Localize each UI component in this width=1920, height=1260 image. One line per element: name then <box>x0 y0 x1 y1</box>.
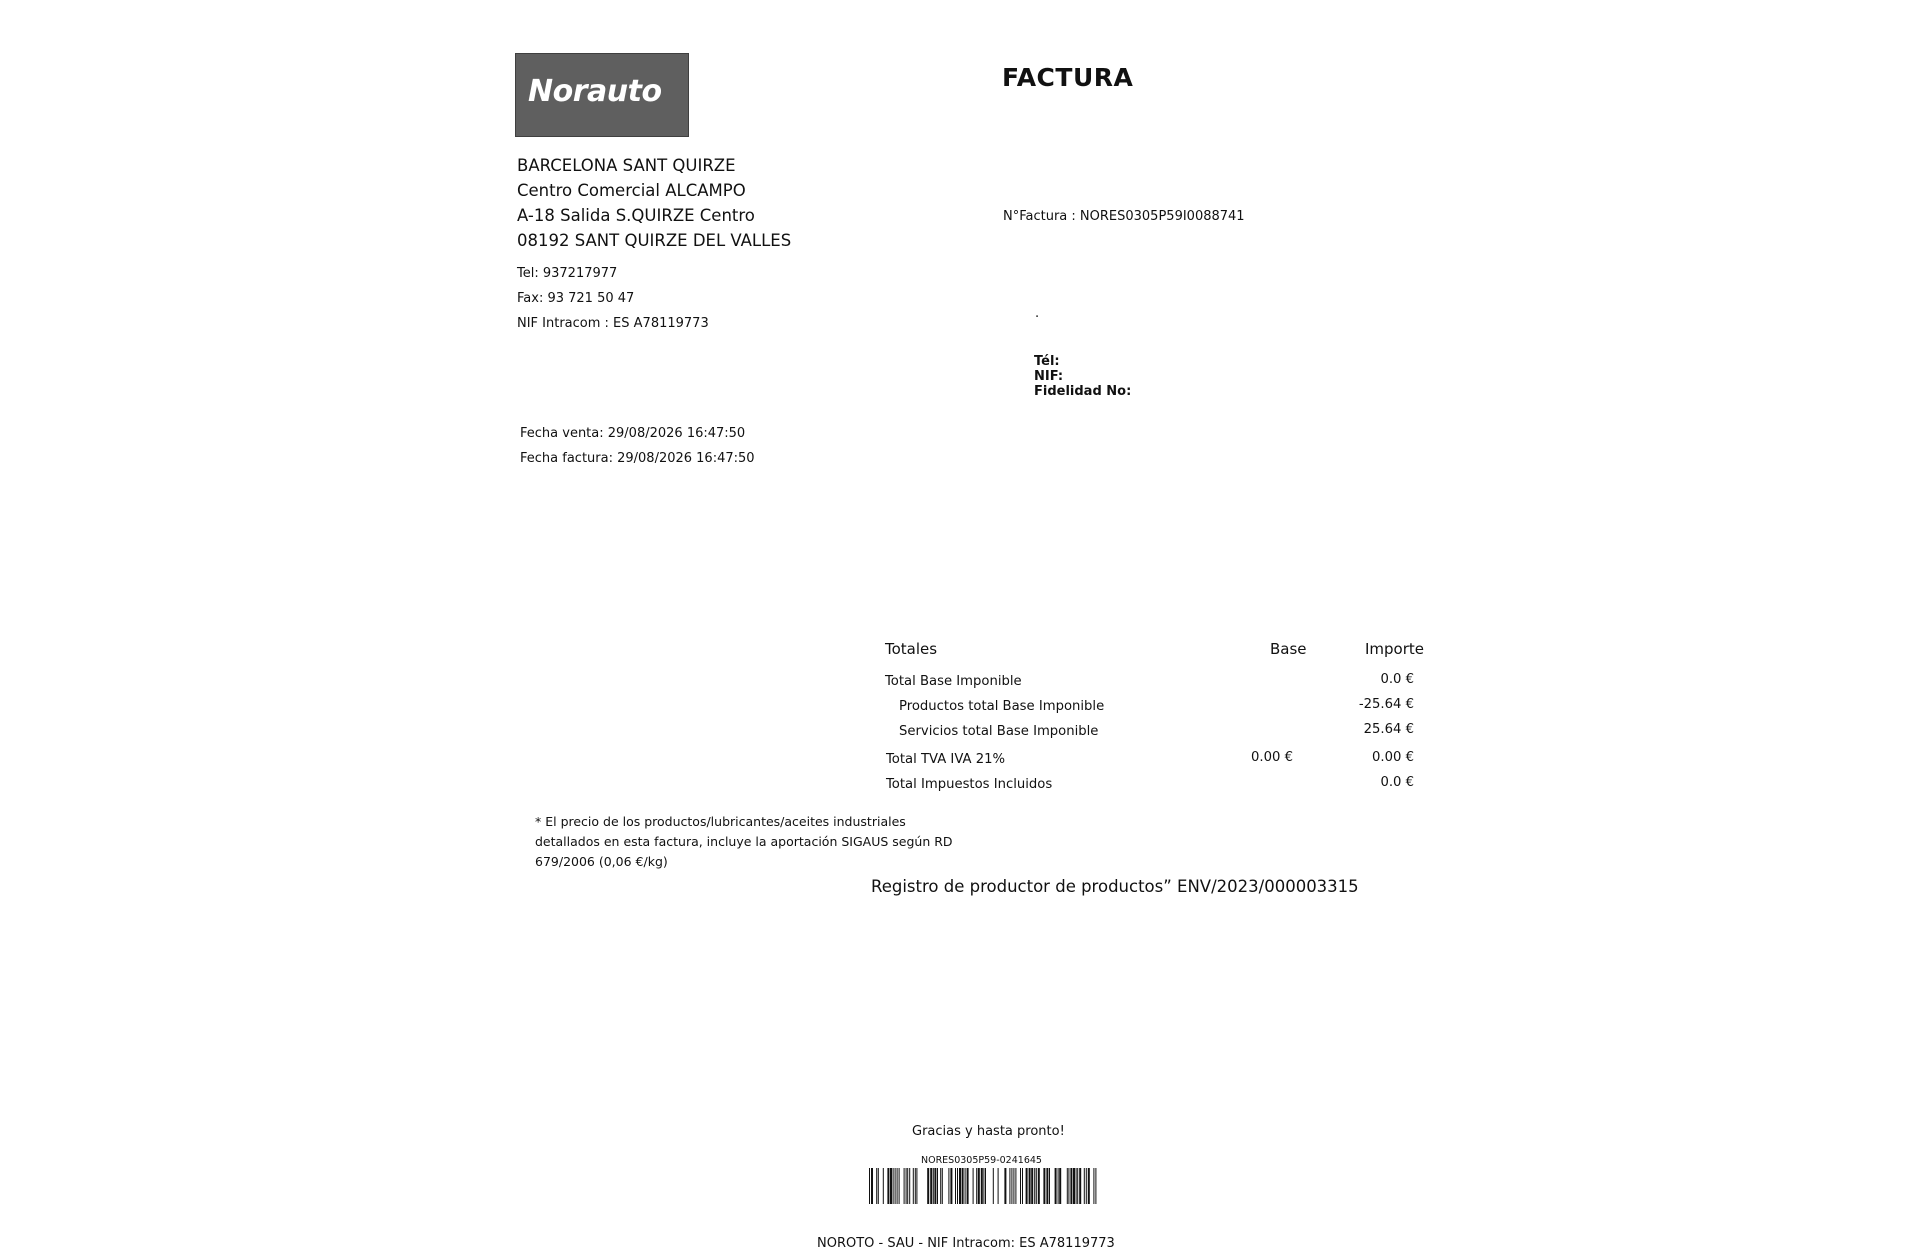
barcode-bar <box>904 1168 905 1204</box>
barcode-bar <box>950 1168 952 1204</box>
barcode-bar <box>985 1168 986 1204</box>
barcode-bar <box>998 1168 999 1204</box>
barcode-bar <box>940 1168 941 1204</box>
legal-footer: NOROTO - SAU - NIF Intracom: ES A78119773 <box>817 1236 1115 1251</box>
sale-date: Fecha venta: 29/08/2026 16:47:50 <box>520 426 746 441</box>
sigaus-note-line-1: * El precio de los productos/lubricantes/aceites industriales <box>535 814 906 829</box>
barcode-bar <box>1034 1168 1035 1204</box>
barcode-bar <box>993 1168 994 1204</box>
barcode-bar <box>981 1168 983 1204</box>
customer-tel-label: Tél: <box>1034 354 1060 369</box>
barcode-bar <box>1084 1168 1085 1204</box>
document-title: FACTURA <box>1002 63 1134 92</box>
barcode-bar <box>869 1168 870 1204</box>
totals-row-importe: 0.00 € <box>1372 750 1414 765</box>
store-address-line-1: BARCELONA SANT QUIRZE <box>517 156 736 175</box>
thanks-message: Gracias y hasta pronto! <box>912 1124 1065 1139</box>
sigaus-note-line-2: detallados en esta factura, incluye la aportación SIGAUS según RD <box>535 834 953 849</box>
store-address-line-3: A-18 Salida S.QUIRZE Centro <box>517 206 755 225</box>
barcode-bar <box>913 1168 914 1204</box>
barcode-bar <box>1031 1168 1033 1204</box>
barcode-bar <box>1043 1168 1045 1204</box>
barcode-bar <box>1020 1168 1021 1204</box>
barcode-image <box>868 1168 1097 1204</box>
producer-registry: Registro de productor de productos” ENV/2023/000003315 <box>871 877 1359 896</box>
barcode-bar <box>978 1168 980 1204</box>
barcode-number: NORES0305P59-0241645 <box>921 1155 1042 1166</box>
totals-header-base: Base <box>1270 640 1307 658</box>
barcode-bar <box>1068 1168 1069 1204</box>
barcode-bar <box>1058 1168 1059 1204</box>
store-nif: NIF Intracom : ES A78119773 <box>517 316 709 331</box>
barcode-bar <box>883 1168 884 1204</box>
totals-row-base: 0.00 € <box>1251 750 1293 765</box>
barcode-bar <box>962 1168 964 1204</box>
barcode-bar <box>976 1168 977 1204</box>
barcode-bar <box>983 1168 984 1204</box>
store-fax: Fax: 93 721 50 47 <box>517 291 635 306</box>
barcode-bar <box>967 1168 969 1204</box>
totals-header-importe: Importe <box>1365 640 1425 658</box>
barcode-bar <box>871 1168 873 1204</box>
barcode-bar <box>1076 1168 1077 1204</box>
customer-fidelity-label: Fidelidad No: <box>1034 384 1132 399</box>
barcode-bar <box>893 1168 894 1204</box>
logo-wordmark: Norauto <box>528 74 662 109</box>
totals-row-importe: -25.64 € <box>1358 697 1414 712</box>
totals-row-importe: 0.0 € <box>1380 672 1414 687</box>
barcode-bar <box>965 1168 966 1204</box>
barcode-bar <box>942 1168 943 1204</box>
barcode-bar <box>1095 1168 1096 1204</box>
totals-header-label: Totales <box>885 640 938 658</box>
barcode-bar <box>906 1168 907 1204</box>
barcode-bar <box>887 1168 889 1204</box>
totals-row-label: Total TVA IVA 21% <box>886 752 1006 767</box>
totals-row-importe: 0.0 € <box>1380 775 1414 790</box>
barcode-bar <box>1036 1168 1037 1204</box>
barcode-bar <box>927 1168 929 1204</box>
customer-nif-label: NIF: <box>1034 369 1064 384</box>
totals-row-label: Productos total Base Imponible <box>899 699 1105 714</box>
barcode-bar <box>1004 1168 1006 1204</box>
barcode-bar <box>1009 1168 1010 1204</box>
barcode-bar <box>1055 1168 1057 1204</box>
barcode-bar <box>1046 1168 1048 1204</box>
totals-row-label: Total Base Imponible <box>885 674 1022 689</box>
barcode-bar <box>1038 1168 1040 1204</box>
norauto-logo <box>515 53 689 137</box>
totals-row-importe: 25.64 € <box>1363 722 1414 737</box>
barcode-bar <box>1015 1168 1016 1204</box>
store-address-line-4: 08192 SANT QUIRZE DEL VALLES <box>517 231 792 250</box>
barcode-bar <box>1070 1168 1072 1204</box>
barcode-bar <box>1011 1168 1012 1204</box>
barcode-bar <box>933 1168 934 1204</box>
barcode-bar <box>955 1168 956 1204</box>
barcode-bar <box>1022 1168 1023 1204</box>
barcode-bar <box>1026 1168 1028 1204</box>
barcode-bar <box>1067 1168 1068 1204</box>
sigaus-note-line-3: 679/2006 (0,06 €/kg) <box>535 854 668 869</box>
barcode-bar <box>937 1168 938 1204</box>
barcode-bar <box>915 1168 916 1204</box>
store-tel: Tel: 937217977 <box>517 266 618 281</box>
barcode-bar <box>1073 1168 1075 1204</box>
barcode-bar <box>1088 1168 1090 1204</box>
barcode-bar <box>948 1168 949 1204</box>
barcode-bar <box>1077 1168 1078 1204</box>
barcode-bar <box>1049 1168 1050 1204</box>
invoice-number: N°Factura : NORES0305P59I0088741 <box>1003 209 1245 224</box>
barcode-bar <box>897 1168 898 1204</box>
store-address-line-2: Centro Comercial ALCAMPO <box>517 181 746 200</box>
barcode-bar <box>1093 1168 1094 1204</box>
barcode-bar <box>1059 1168 1061 1204</box>
invoice-date: Fecha factura: 29/08/2026 16:47:50 <box>520 451 755 466</box>
barcode-bar <box>899 1168 900 1204</box>
barcode-bar <box>876 1168 877 1204</box>
barcode-bar <box>878 1168 879 1204</box>
barcode-bar <box>973 1168 974 1204</box>
barcode-bar <box>1079 1168 1081 1204</box>
barcode-bar <box>1029 1168 1031 1204</box>
barcode-bar <box>909 1168 910 1204</box>
customer-name-placeholder: . <box>1035 306 1040 321</box>
totals-row-label: Servicios total Base Imponible <box>899 724 1099 739</box>
barcode-bar <box>1086 1168 1087 1204</box>
barcode-bar <box>1013 1168 1014 1204</box>
barcode-bar <box>959 1168 961 1204</box>
barcode-bar <box>907 1168 908 1204</box>
barcode-bar <box>930 1168 932 1204</box>
barcode-bar <box>916 1168 917 1204</box>
barcode-bar <box>934 1168 936 1204</box>
barcode-bar <box>890 1168 892 1204</box>
barcode-bar <box>957 1168 958 1204</box>
barcode-bar <box>895 1168 896 1204</box>
totals-row-label: Total Impuestos Incluidos <box>886 777 1053 792</box>
